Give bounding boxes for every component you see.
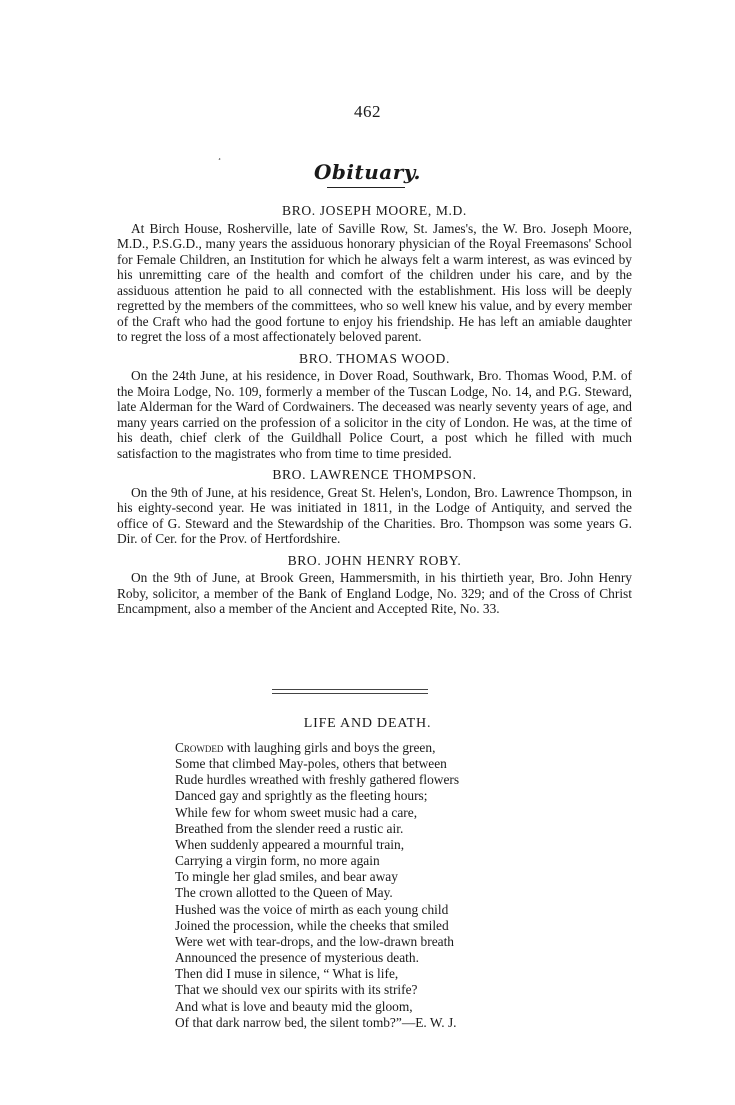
obituary-entry-moore — [117, 203, 632, 345]
poem-title: LIFE AND DEATH. — [303, 716, 432, 731]
entry-body: On the 9th of June, at Brook Green, Hammersmith, in his thirtieth year, Bro. John Henry Roby, solicitor, a member of the Bank of England Lodge, No. 329; and of the Cross of Christ Encampment, also a member of the Ancient and Accepted Rite, No. 33. — [117, 570, 632, 616]
poem-line — [175, 740, 555, 756]
obituary-list — [117, 203, 632, 623]
poem-line: Rude hurdles wreathed with freshly gathered flowers — [175, 772, 460, 788]
obituary-entry-roby — [117, 553, 632, 617]
poem-first-line-rest: with laughing girls and boys the green, — [223, 740, 436, 755]
poem-line: Danced gay and sprightly as the fleeting hours; — [175, 788, 428, 804]
poem-line: Of that dark narrow bed, the silent tomb?”—E. W. J. — [175, 1014, 457, 1030]
poem-line: Carrying a virgin form, no more again — [175, 853, 380, 869]
poem-line: Breathed from the slender reed a rustic air. — [175, 820, 404, 836]
entry-heading: BRO. LAWRENCE THOMPSON. — [272, 467, 477, 482]
poem-line: Were wet with tear-drops, and the low-drawn breath — [175, 933, 455, 949]
poem-body — [175, 740, 555, 1031]
poem-first-word: Crowded — [175, 740, 224, 755]
page-number: 462 — [354, 102, 381, 121]
stray-ink-mark: ¸ — [218, 150, 221, 160]
section-title: Obituary. — [313, 160, 422, 184]
obituary-entry-wood — [117, 351, 632, 462]
poem-line: Then did I muse in silence, “ What is life, — [175, 966, 399, 982]
entry-heading: BRO. JOHN HENRY ROBY. — [287, 552, 462, 568]
title-rule — [327, 187, 405, 188]
poem-line: Hushed was the voice of mirth as each young child — [175, 901, 449, 917]
entry-heading: BRO. THOMAS WOOD. — [299, 350, 450, 366]
poem-line: The crown allotted to the Queen of May. — [175, 885, 393, 901]
poem-line: When suddenly appeared a mournful train, — [175, 836, 405, 852]
poem-line: To mingle her glad smiles, and bear away — [175, 869, 398, 885]
entry-heading: BRO. JOSEPH MOORE, M.D. — [282, 203, 467, 218]
entry-body: On the 24th June, at his residence, in Dover Road, Southwark, Bro. Thomas Wood, P.M. of the Moira Lodge, No. 109, formerly a member of the Tuscan Lodge, No. 14, and P.G. Steward, late Alderman for the Ward of Cordwainers. The deceased was nearly seventy years of age, and many years carried on the profession of a solicitor in the city of London. He was, at the time of his death, chief clerk of the Guildhall Police Court, a post which he filled with much satisfaction to the magistrates who from time to time presided. — [117, 368, 632, 461]
poem-line: Joined the procession, while the cheeks that smiled — [175, 917, 449, 933]
poem-line: That we should vex our spirits with its strife? — [175, 982, 418, 998]
poem-line: Some that climbed May-poles, others that between — [175, 756, 447, 772]
separator-rule-top — [272, 689, 428, 690]
poem-line: And what is love and beauty mid the gloom, — [175, 998, 413, 1014]
poem-line: Announced the presence of mysterious death. — [175, 950, 419, 966]
obituary-entry-thompson — [117, 467, 632, 547]
separator-rule-bottom — [272, 693, 428, 694]
entry-body: On the 9th of June, at his residence, Great St. Helen's, London, Bro. Lawrence Thompson, in his eighty-second year. He was initiated in 1811, in the Lodge of Antiquity, and served the office of G. Steward and the Stewardship of the Charities. Bro. Thompson was some years G. Dir. of Cer. for the Prov. of Hertfordshire. — [117, 484, 632, 546]
poem-line: While few for whom sweet music had a care, — [175, 804, 418, 820]
entry-body: At Birch House, Rosherville, late of Saville Row, St. James's, the W. Bro. Joseph Moore, M.D., P.S.G.D., many years the assiduous honorary physician of the Royal Freemasons' School for Female Children, an Institution for which he always felt a warm interest, as was evinced by his unremitting care of the health and comfort of the children under his care, and by the assiduous attention he paid to all connected with the establishment. His loss will be deeply regretted by the members of the committees, who so well knew his value, and by every member of the Craft who had the good fortune to enjoy his friendship. He has left an amiable daughter to regret the loss of a most affectionately beloved parent. — [117, 220, 632, 344]
